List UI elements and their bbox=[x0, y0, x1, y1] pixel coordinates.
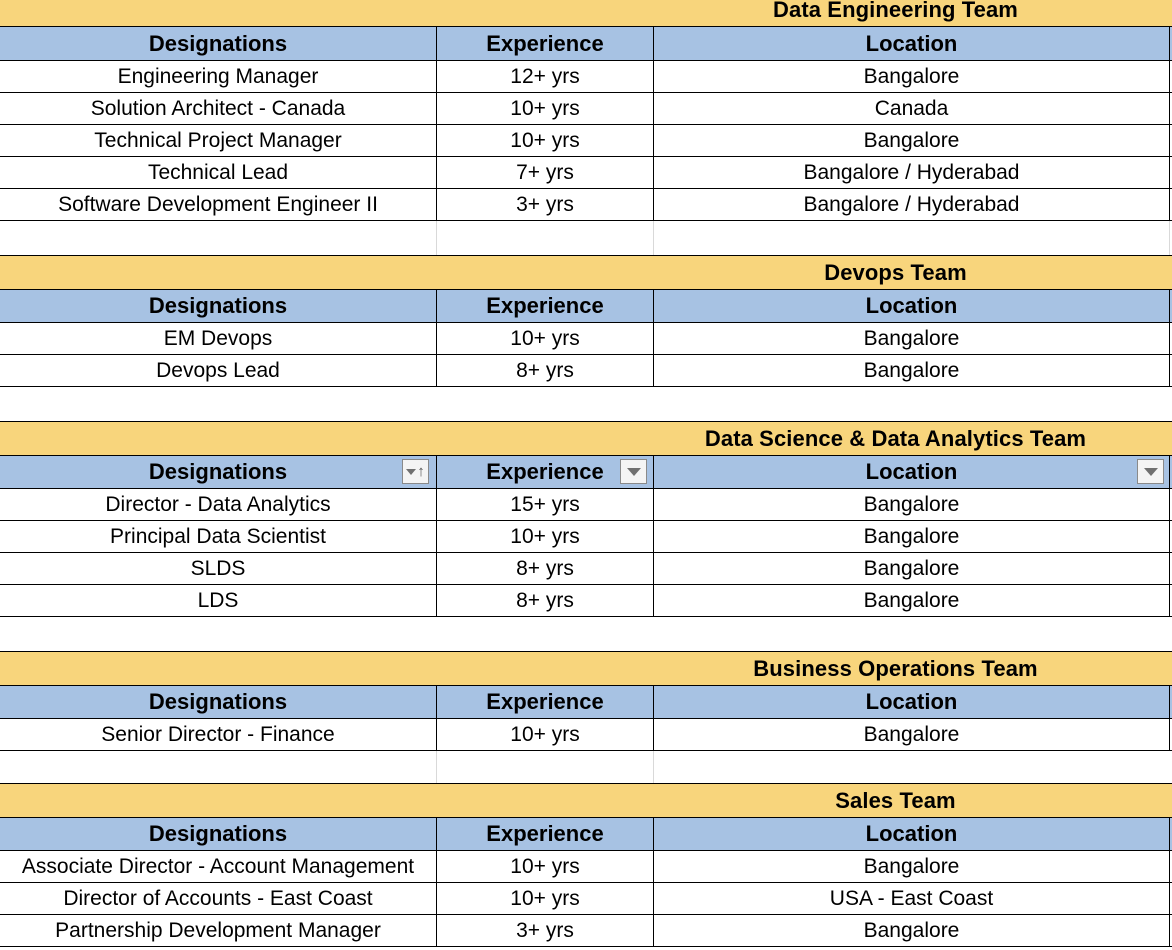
experience-header[interactable]: Experience bbox=[436, 27, 653, 60]
table-row[interactable] bbox=[0, 489, 1172, 521]
designations-header[interactable]: Designations bbox=[148, 459, 288, 484]
location-cell[interactable]: Bangalore bbox=[653, 323, 1170, 354]
experience-header[interactable]: Experience bbox=[436, 456, 653, 488]
sort-filter-button[interactable] bbox=[402, 459, 429, 484]
location-cell[interactable]: Bangalore bbox=[653, 915, 1170, 946]
location-cell[interactable]: Bangalore / Hyderabad bbox=[653, 189, 1170, 220]
designation-cell[interactable]: Devops Lead bbox=[156, 358, 280, 382]
experience-cell[interactable]: 15+ yrs bbox=[436, 489, 653, 520]
table-row[interactable] bbox=[0, 125, 1172, 157]
team-title[interactable]: Devops Team bbox=[824, 259, 967, 285]
experience-filter-button[interactable] bbox=[620, 459, 647, 484]
location-cell[interactable]: Bangalore bbox=[653, 851, 1170, 882]
experience-cell[interactable]: 10+ yrs bbox=[436, 851, 653, 882]
table-row[interactable] bbox=[0, 585, 1172, 617]
location-cell[interactable]: Bangalore bbox=[653, 355, 1170, 386]
team-title[interactable]: Sales Team bbox=[835, 787, 956, 813]
table-row[interactable] bbox=[0, 553, 1172, 585]
location-cell[interactable]: Bangalore bbox=[653, 553, 1170, 584]
experience-header[interactable]: Experience bbox=[436, 818, 653, 850]
team-title[interactable]: Data Engineering Team bbox=[773, 0, 1018, 22]
location-cell[interactable]: Bangalore bbox=[653, 125, 1170, 156]
team-header-row[interactable] bbox=[0, 421, 1172, 456]
table-row[interactable] bbox=[0, 189, 1172, 221]
experience-cell[interactable]: 12+ yrs bbox=[436, 61, 653, 92]
team-header-row[interactable] bbox=[0, 0, 1172, 27]
sort-ascending-icon: ↑ bbox=[406, 464, 425, 479]
column-header-row[interactable] bbox=[0, 27, 1172, 61]
table-row[interactable] bbox=[0, 883, 1172, 915]
experience-cell[interactable]: 7+ yrs bbox=[436, 157, 653, 188]
gridline bbox=[1169, 221, 1170, 255]
column-header-row[interactable] bbox=[0, 818, 1172, 851]
designations-header[interactable]: Designations bbox=[148, 821, 288, 846]
designation-cell[interactable]: Senior Director - Finance bbox=[101, 722, 335, 746]
designations-header[interactable]: Designations bbox=[148, 689, 288, 714]
table-row[interactable] bbox=[0, 355, 1172, 387]
designation-cell[interactable]: Engineering Manager bbox=[117, 64, 319, 88]
empty-row[interactable] bbox=[0, 751, 1172, 783]
gridline bbox=[653, 751, 654, 783]
experience-cell[interactable]: 10+ yrs bbox=[436, 323, 653, 354]
designation-cell[interactable]: EM Devops bbox=[163, 326, 273, 350]
designation-cell[interactable]: LDS bbox=[197, 588, 239, 612]
experience-cell[interactable]: 8+ yrs bbox=[436, 585, 653, 616]
location-cell[interactable]: Bangalore bbox=[653, 489, 1170, 520]
location-cell[interactable]: USA - East Coast bbox=[653, 883, 1170, 914]
column-header-row[interactable] bbox=[0, 290, 1172, 323]
experience-cell[interactable]: 10+ yrs bbox=[436, 883, 653, 914]
empty-row[interactable] bbox=[0, 221, 1172, 255]
empty-row[interactable] bbox=[0, 617, 1172, 651]
experience-header[interactable]: Experience bbox=[436, 290, 653, 322]
table-row[interactable] bbox=[0, 93, 1172, 125]
experience-cell[interactable]: 10+ yrs bbox=[436, 93, 653, 124]
table-row[interactable] bbox=[0, 521, 1172, 553]
table-row[interactable] bbox=[0, 61, 1172, 93]
team-header-row[interactable] bbox=[0, 255, 1172, 290]
location-header[interactable]: Location bbox=[653, 290, 1170, 322]
designations-header[interactable]: Designations bbox=[148, 293, 288, 318]
location-filter-button[interactable] bbox=[1137, 459, 1164, 484]
table-row[interactable] bbox=[0, 157, 1172, 189]
location-cell[interactable]: Bangalore bbox=[653, 719, 1170, 750]
location-cell[interactable]: Canada bbox=[653, 93, 1170, 124]
designation-cell[interactable]: Principal Data Scientist bbox=[110, 524, 326, 548]
designation-cell[interactable]: Technical Project Manager bbox=[94, 128, 342, 152]
table-row[interactable] bbox=[0, 915, 1172, 947]
team-title[interactable]: Business Operations Team bbox=[753, 655, 1038, 681]
experience-header[interactable]: Experience bbox=[436, 686, 653, 718]
location-header[interactable]: Location bbox=[653, 818, 1170, 850]
location-cell[interactable]: Bangalore bbox=[653, 61, 1170, 92]
experience-cell[interactable]: 3+ yrs bbox=[436, 915, 653, 946]
designation-cell[interactable]: Technical Lead bbox=[147, 160, 289, 184]
designation-cell[interactable]: SLDS bbox=[190, 556, 246, 580]
column-header-row[interactable] bbox=[0, 456, 1172, 489]
designation-cell[interactable]: Solution Architect - Canada bbox=[90, 96, 346, 120]
table-row[interactable] bbox=[0, 851, 1172, 883]
designation-cell[interactable]: Director - Data Analytics bbox=[105, 492, 331, 516]
location-cell[interactable]: Bangalore / Hyderabad bbox=[653, 157, 1170, 188]
dropdown-arrow-icon bbox=[627, 468, 641, 476]
gridline bbox=[436, 221, 437, 255]
experience-cell[interactable]: 8+ yrs bbox=[436, 553, 653, 584]
table-row[interactable] bbox=[0, 719, 1172, 751]
team-title[interactable]: Data Science & Data Analytics Team bbox=[704, 425, 1087, 451]
location-header[interactable]: Location bbox=[653, 686, 1170, 718]
empty-row[interactable] bbox=[0, 387, 1172, 421]
table-row[interactable] bbox=[0, 323, 1172, 355]
location-header[interactable]: Location bbox=[653, 456, 1170, 488]
gridline bbox=[653, 221, 654, 255]
experience-cell[interactable]: 8+ yrs bbox=[436, 355, 653, 386]
experience-cell[interactable]: 10+ yrs bbox=[436, 521, 653, 552]
gridline bbox=[436, 751, 437, 783]
designation-cell[interactable]: Software Development Engineer II bbox=[58, 192, 378, 216]
team-header-row[interactable] bbox=[0, 651, 1172, 686]
column-header-row[interactable] bbox=[0, 686, 1172, 719]
location-cell[interactable]: Bangalore bbox=[653, 521, 1170, 552]
experience-cell[interactable]: 3+ yrs bbox=[436, 189, 653, 220]
designation-cell[interactable]: Associate Director - Account Management bbox=[21, 854, 415, 878]
team-header-row[interactable] bbox=[0, 783, 1172, 818]
location-header[interactable]: Location bbox=[653, 27, 1170, 60]
designation-cell[interactable]: Partnership Development Manager bbox=[55, 918, 381, 942]
designations-header[interactable]: Designations bbox=[148, 30, 288, 56]
experience-cell[interactable]: 10+ yrs bbox=[436, 719, 653, 750]
location-cell[interactable]: Bangalore bbox=[653, 585, 1170, 616]
dropdown-arrow-icon bbox=[1144, 468, 1158, 476]
designation-cell[interactable]: Director of Accounts - East Coast bbox=[63, 886, 373, 910]
experience-cell[interactable]: 10+ yrs bbox=[436, 125, 653, 156]
